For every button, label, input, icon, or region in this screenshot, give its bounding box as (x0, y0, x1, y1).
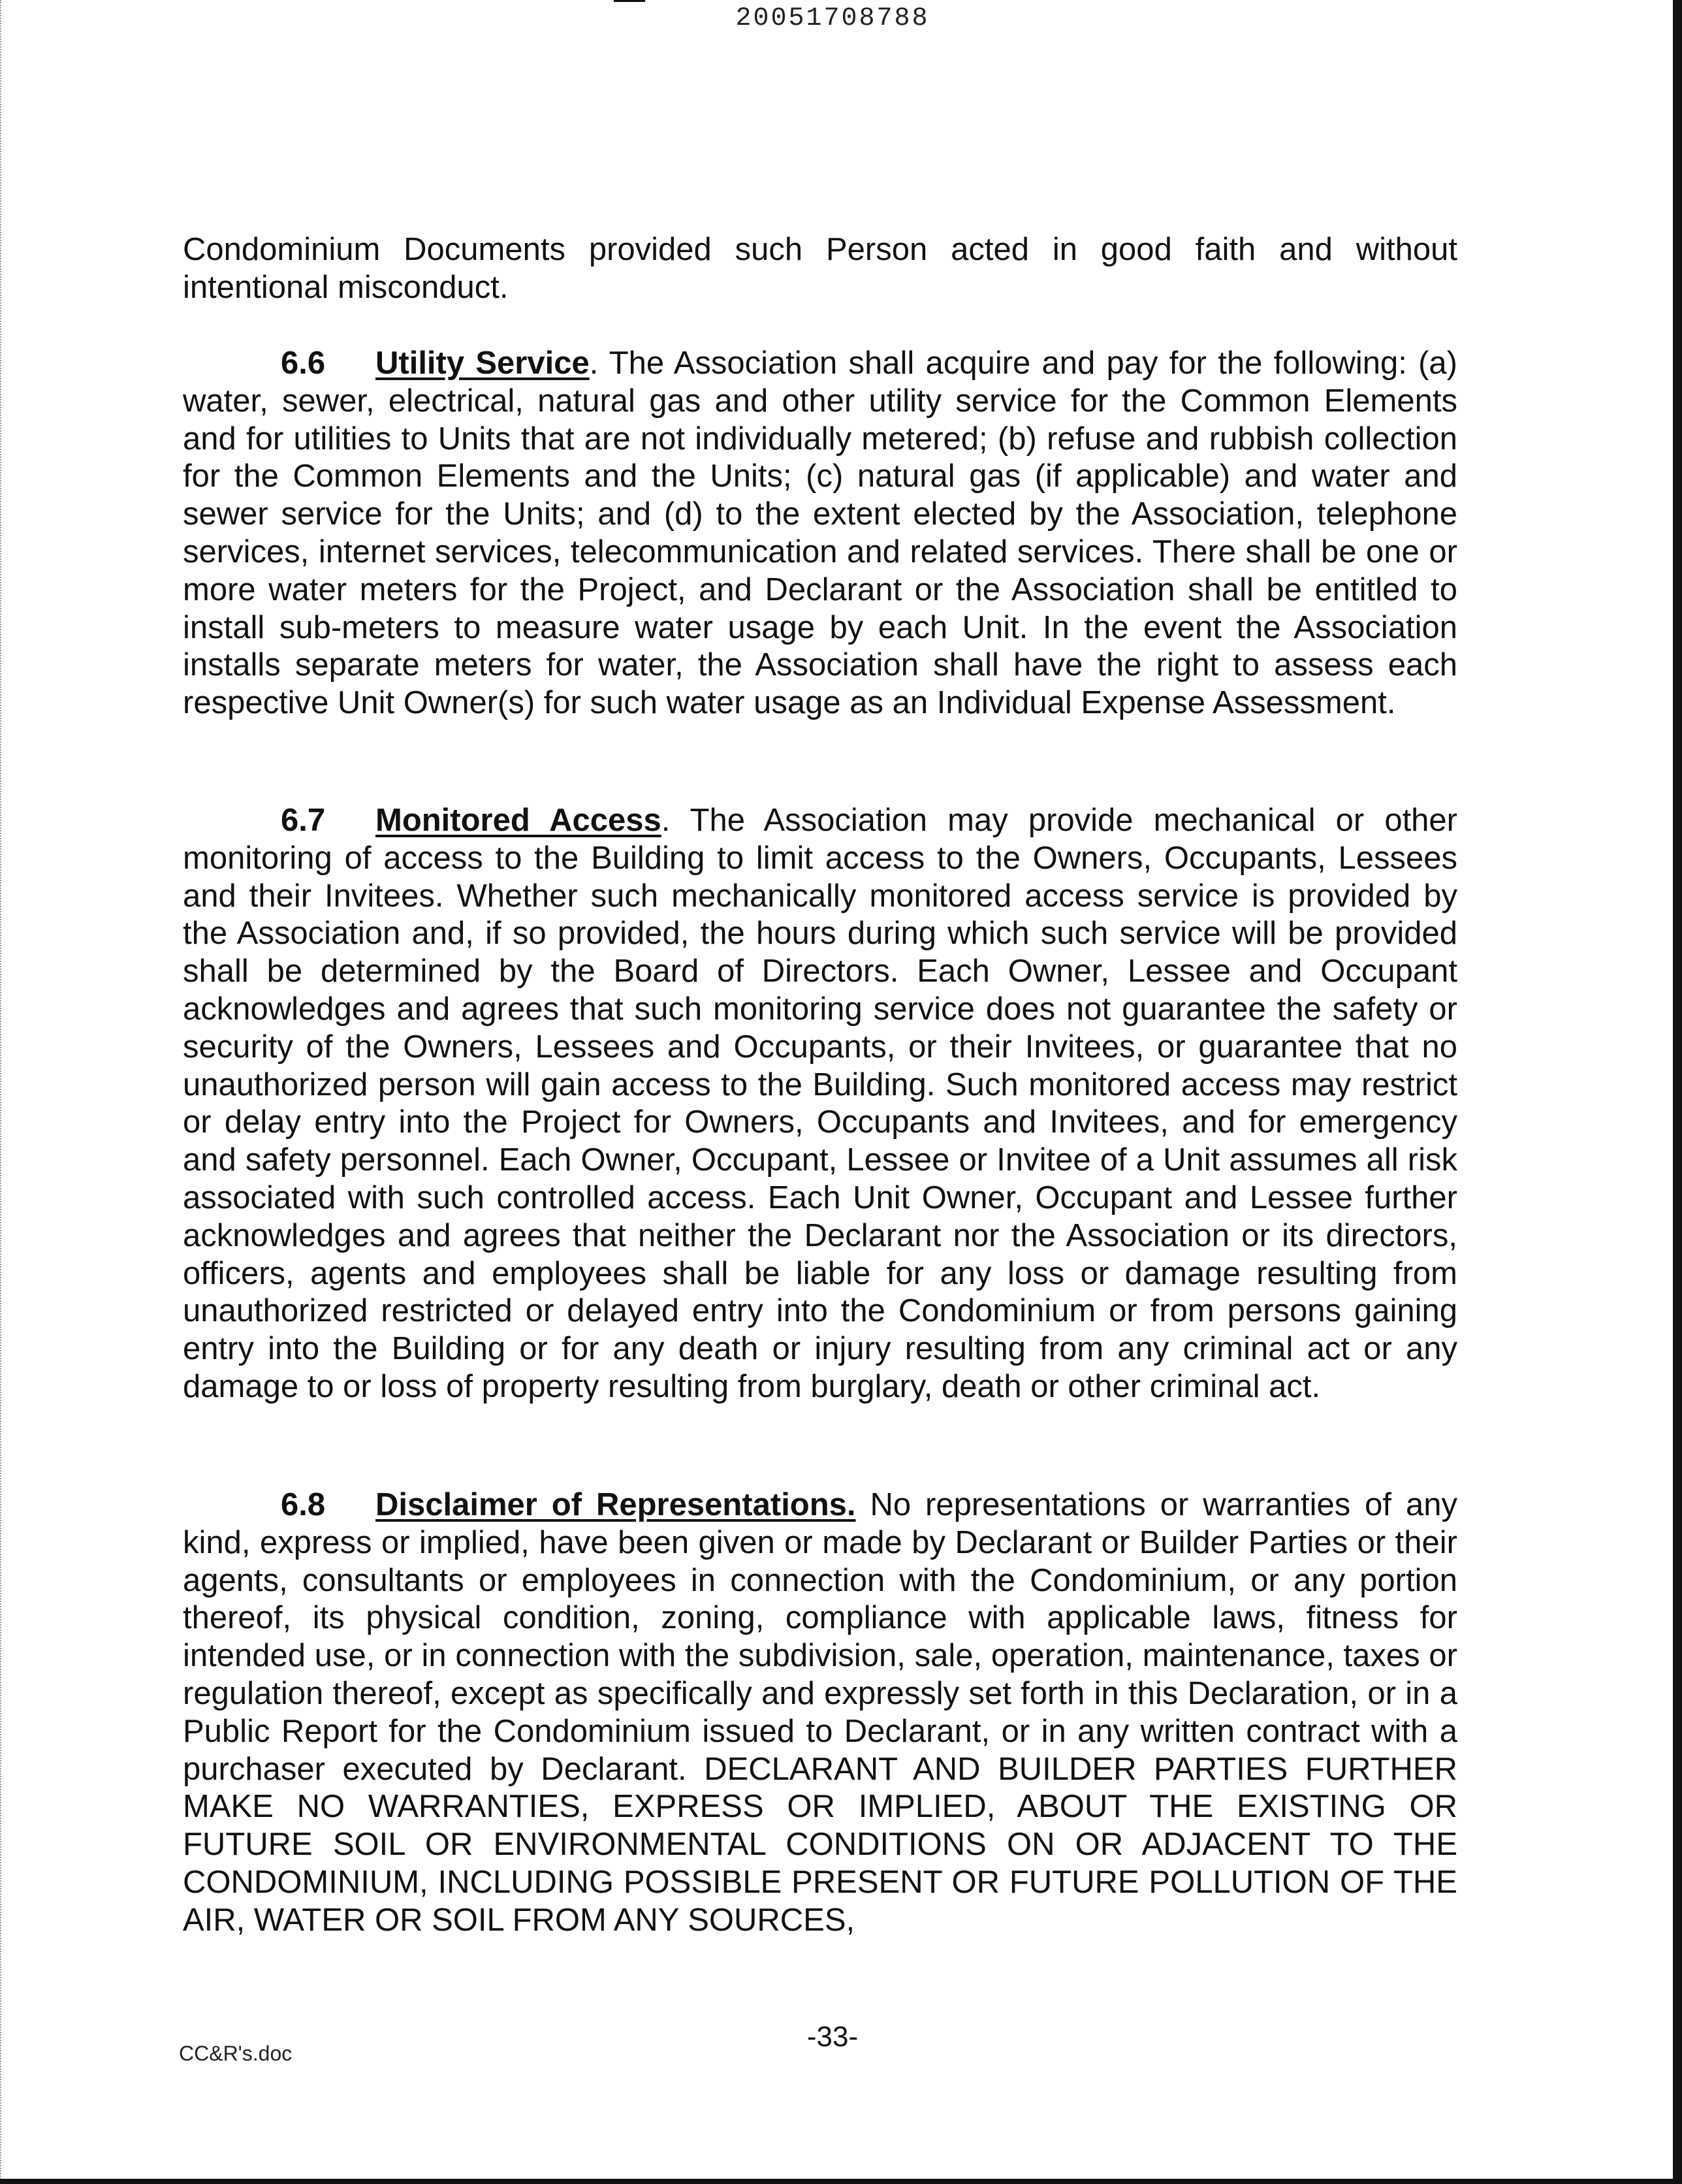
scan-bottom-border (0, 2179, 1682, 2184)
scan-right-border (1673, 0, 1682, 2184)
section-number: 6.8 (281, 1487, 326, 1522)
section-text: The Association shall acquire and pay for the following: (a) water, sewer, electrical, natural gas and other utility service for the Common Elements and for utilities to Units that are not individually metered; (b) refuse and rubbish collection for the Common Elements and the Units; (c) natural gas (if applicable) and water and sewer service for the Units; and (d) to the extent elected by the Association, telephone services, internet services, telecommunication and related services. There shall be one or more water meters for the Project, and Declarant or the Association shall be entitled to install sub-meters to measure water usage by each Unit. In the event the Association installs separate meters for water, the Association shall have the right to assess each respective Unit Owner(s) for such water usage as an Individual Expense Assessment. (183, 345, 1457, 721)
section-6-8 (183, 1486, 1457, 1940)
top-rule-mark (614, 0, 645, 2)
footer-file-name: CC&R's.doc (179, 2042, 293, 2065)
scan-edge-marks (0, 0, 4, 2184)
section-6-7 (183, 802, 1457, 1406)
section-title: Monitored Access (375, 803, 661, 838)
section-number: 6.7 (281, 803, 326, 838)
continued-paragraph: Condominium Documents provided such Person acted in good faith and without intentional misconduct. (183, 232, 1457, 305)
section-6-6 (183, 345, 1457, 722)
section-title: Disclaimer of Representations. (375, 1487, 856, 1522)
section-title-suffix: . (589, 345, 599, 381)
section-title: Utility Service (375, 345, 590, 381)
page-number: -33- (806, 2021, 859, 2053)
section-text: No representations or warranties of any kind, express or implied, have been given or made by Declarant or Builder Parties or their agents, consultants or employees in connection with the Condominium, or any portion thereof, its physical condition, zoning, compliance with applicable laws, fitness for intended use, or in connection with the subdivision, sale, operation, maintenance, taxes or regulation thereof, except as specifically and expressly set forth in this Declaration, or in a Public Report for the Condominium issued to Declarant, or in any written contract with a purchaser executed by Declarant. DECLARANT AND BUILDER PARTIES FURTHER MAKE NO WARRANTIES, EXPRESS OR IMPLIED, ABOUT THE EXISTING OR FUTURE SOIL OR ENVIRONMENTAL CONDITIONS ON OR ADJACENT TO THE CONDOMINIUM, INCLUDING POSSIBLE PRESENT OR FUTURE POLLUTION OF THE AIR, WATER OR SOIL FROM ANY SOURCES, (183, 1487, 1457, 1938)
section-title-suffix: . (661, 803, 671, 838)
section-text: The Association may provide mechanical or other monitoring of access to the Building to limit access to the Owners, Occupants, Lessees and their Invitees. Whether such mechanically monitored access service is provided by the Association and, if so provided, the hours during which such service will be provided shall be determined by the Board of Directors. Each Owner, Lessee and Occupant acknowledges and agrees that such monitoring service does not guarantee the safety or security of the Owners, Lessees and Occupants, or their Invitees, or guarantee that no unauthorized person will gain access to the Building. Such monitored access may restrict or delay entry into the Project for Owners, Occupants and Invitees, and for emergency and safety personnel. Each Owner, Occupant, Lessee or Invitee of a Unit assumes all risk associated with such controlled access. Each Unit Owner, Occupant and Lessee further acknowledges and agrees that neither the Declarant nor the Association or its directors, officers, agents and employees shall be liable for any loss or damage resulting from unauthorized restricted or delayed entry into the Condominium or from persons gaining entry into the Building or for any death or injury resulting from any criminal act or any damage to or loss of property resulting from burglary, death or other criminal act. (183, 803, 1458, 1404)
document-number: 20051708788 (735, 4, 930, 33)
section-number: 6.6 (281, 345, 326, 381)
